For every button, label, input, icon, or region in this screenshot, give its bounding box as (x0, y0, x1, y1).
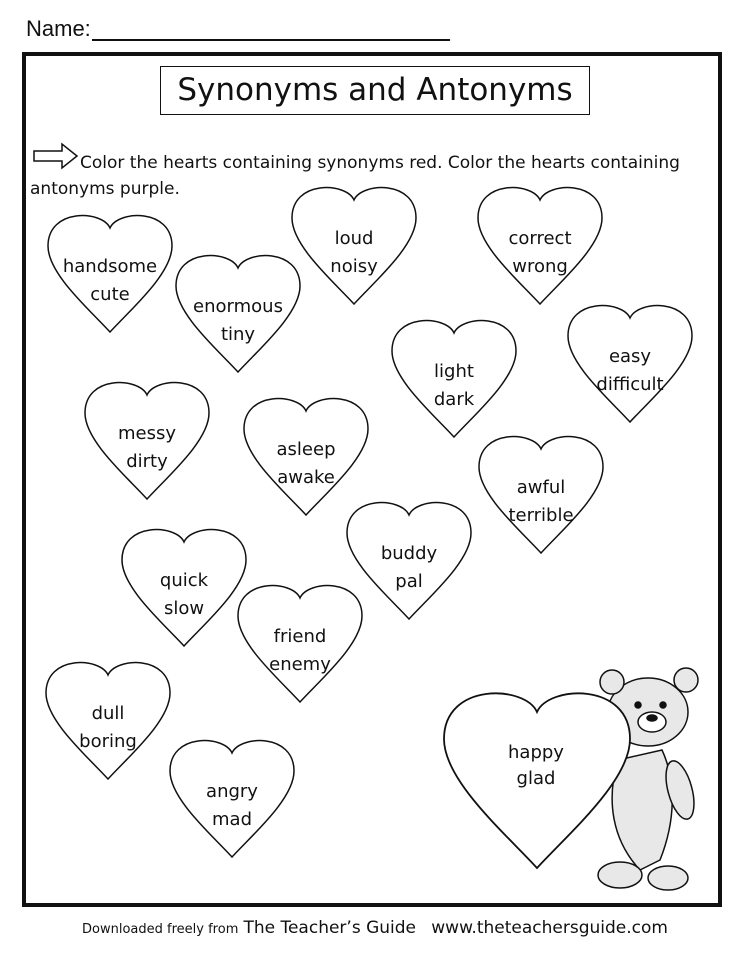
heart-word-1: angry (206, 781, 258, 802)
heart-light-dark[interactable] (392, 321, 516, 437)
heart-word-2: difficult (596, 374, 664, 395)
heart-word-1: buddy (380, 543, 438, 564)
heart-word-1: dull (91, 703, 125, 724)
heart-correct-wrong[interactable] (478, 188, 602, 304)
heart-word-2: dark (433, 389, 475, 410)
footer-prefix: Downloaded freely from (82, 922, 239, 937)
heart-word-1: friend (273, 626, 327, 647)
heart-word-2: tiny (220, 324, 256, 345)
heart-enormous-tiny[interactable] (176, 256, 300, 372)
heart-word-1: light (434, 361, 474, 382)
heart-word-2: dirty (126, 451, 168, 472)
heart-happy-glad-word-2: glad (516, 768, 556, 789)
heart-word-1: easy (608, 346, 652, 367)
page-title: Synonyms and Antonyms (160, 66, 590, 115)
heart-happy-glad-word-1: happy (508, 742, 564, 763)
heart-word-1: handsome (62, 256, 158, 277)
footer-site-name: The Teacher’s Guide (243, 918, 417, 938)
heart-loud-noisy[interactable] (292, 188, 416, 304)
heart-word-1: loud (334, 228, 374, 249)
heart-word-1: messy (117, 423, 177, 444)
heart-word-2: cute (90, 284, 130, 305)
heart-word-2: mad (212, 809, 252, 830)
heart-easy-difficult[interactable] (568, 306, 692, 422)
heart-buddy-pal[interactable] (347, 503, 471, 619)
heart-friend-enemy[interactable] (238, 586, 362, 702)
heart-word-2: pal (395, 571, 423, 592)
footer-url[interactable]: www.theteachersguide.com (431, 918, 668, 938)
heart-word-2: awake (277, 467, 335, 488)
heart-handsome-cute[interactable] (48, 216, 172, 332)
footer (0, 918, 750, 938)
heart-word-1: quick (159, 570, 209, 591)
heart-word-1: correct (508, 228, 572, 249)
heart-word-2: slow (163, 598, 205, 619)
instructions: Color the hearts containing synonyms red. Color the hearts containing antonyms purple. (30, 153, 680, 199)
heart-word-2: boring (79, 731, 137, 752)
heart-word-1: awful (516, 477, 566, 498)
heart-awful-terrible[interactable] (479, 437, 603, 553)
heart-word-2: terrible (508, 505, 574, 526)
heart-word-2: noisy (330, 256, 378, 277)
name-label: Name: (26, 16, 91, 41)
heart-angry-mad[interactable] (170, 741, 294, 857)
heart-dull-boring[interactable] (46, 663, 170, 779)
heart-word-2: wrong (512, 256, 568, 277)
heart-word-2: enemy (269, 654, 331, 675)
heart-quick-slow[interactable] (122, 530, 246, 646)
heart-messy-dirty[interactable] (85, 383, 209, 499)
heart-word-1: asleep (276, 439, 336, 460)
heart-asleep-awake[interactable] (244, 399, 368, 515)
heart-word-1: enormous (193, 296, 283, 317)
